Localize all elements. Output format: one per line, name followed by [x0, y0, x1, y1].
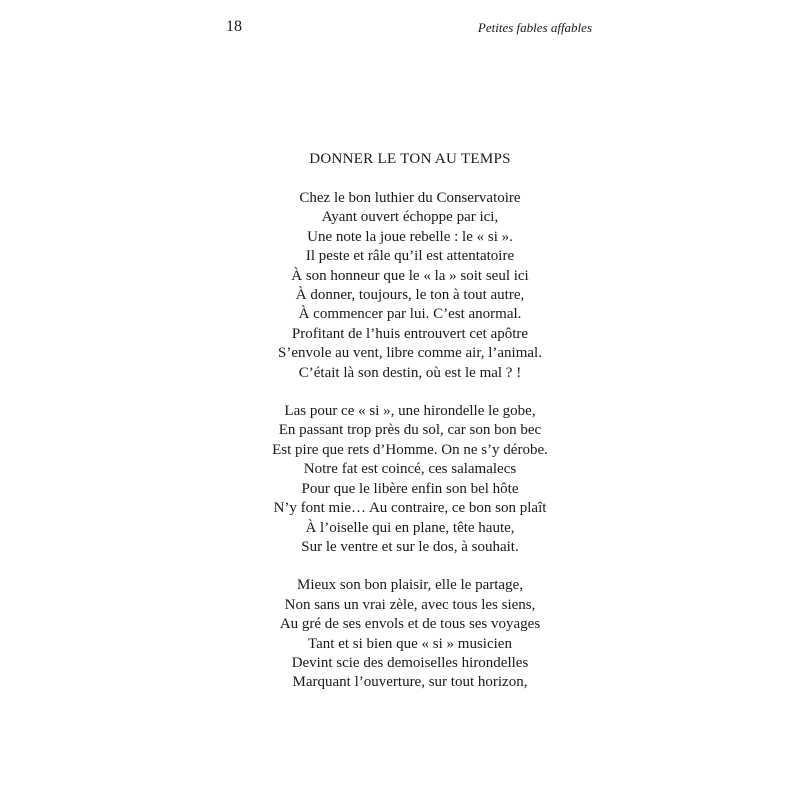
verse-line: N’y font mie… Au contraire, ce bon son plaît: [273, 500, 547, 517]
verse-line: À commencer par lui. C’est anormal.: [298, 306, 522, 323]
verse-line: À donner, toujours, le ton à tout autre,: [295, 287, 525, 304]
verse-line: Mieux son bon plaisir, elle le partage,: [296, 577, 523, 594]
verse-line: Chez le bon luthier du Conservatoire: [299, 190, 521, 206]
verse-line: En passant trop près du sol, car son bon bec: [278, 422, 542, 439]
stanza-3: [200, 576, 620, 692]
stanza-1: [200, 189, 620, 383]
poem-title: DONNER LE TON AU TEMPS: [309, 151, 511, 167]
verse-line: C’était là son destin, où est le mal ? !: [298, 364, 522, 381]
running-title: Petites fables affables: [477, 20, 592, 35]
verse-line: Notre fat est coincé, ces salamalecs: [303, 461, 517, 478]
verse-line: Pour que le libère enfin son bel hôte: [301, 480, 519, 497]
verse-line: Au gré de ses envols et de tous ses voyages: [279, 616, 541, 633]
verse-line: Est pire que rets d’Homme. On ne s’y dérobe.: [272, 441, 548, 458]
page-number: 18: [226, 18, 242, 35]
verse-line: Il peste et râle qu’il est attentatoire: [305, 248, 515, 265]
verse-line: S’envole au vent, libre comme air, l’animal.: [278, 345, 542, 362]
verse-line: À l’oiselle qui en plane, tête haute,: [305, 519, 515, 536]
verse-line: Non sans un vrai zèle, avec tous les siens,: [284, 596, 536, 613]
stanza-2: [200, 402, 620, 557]
verse-line: Las pour ce « si », une hirondelle le gobe,: [284, 403, 536, 420]
verse-line: Tant et si bien que « si » musicien: [308, 635, 512, 652]
verse-line: Ayant ouvert échoppe par ici,: [321, 209, 499, 226]
verse-line: Sur le ventre et sur le dos, à souhait.: [301, 538, 519, 555]
poem: [200, 150, 620, 712]
verse-line: Profitant de l’huis entrouvert cet apôtre: [291, 325, 529, 342]
verse-line: Une note la joue rebelle : le « si ».: [307, 228, 513, 245]
verse-line: Devint scie des demoiselles hirondelles: [291, 654, 529, 671]
verse-line: À son honneur que le « la » soit seul ici: [291, 267, 529, 284]
verse-line: Marquant l’ouverture, sur tout horizon,: [292, 674, 528, 691]
